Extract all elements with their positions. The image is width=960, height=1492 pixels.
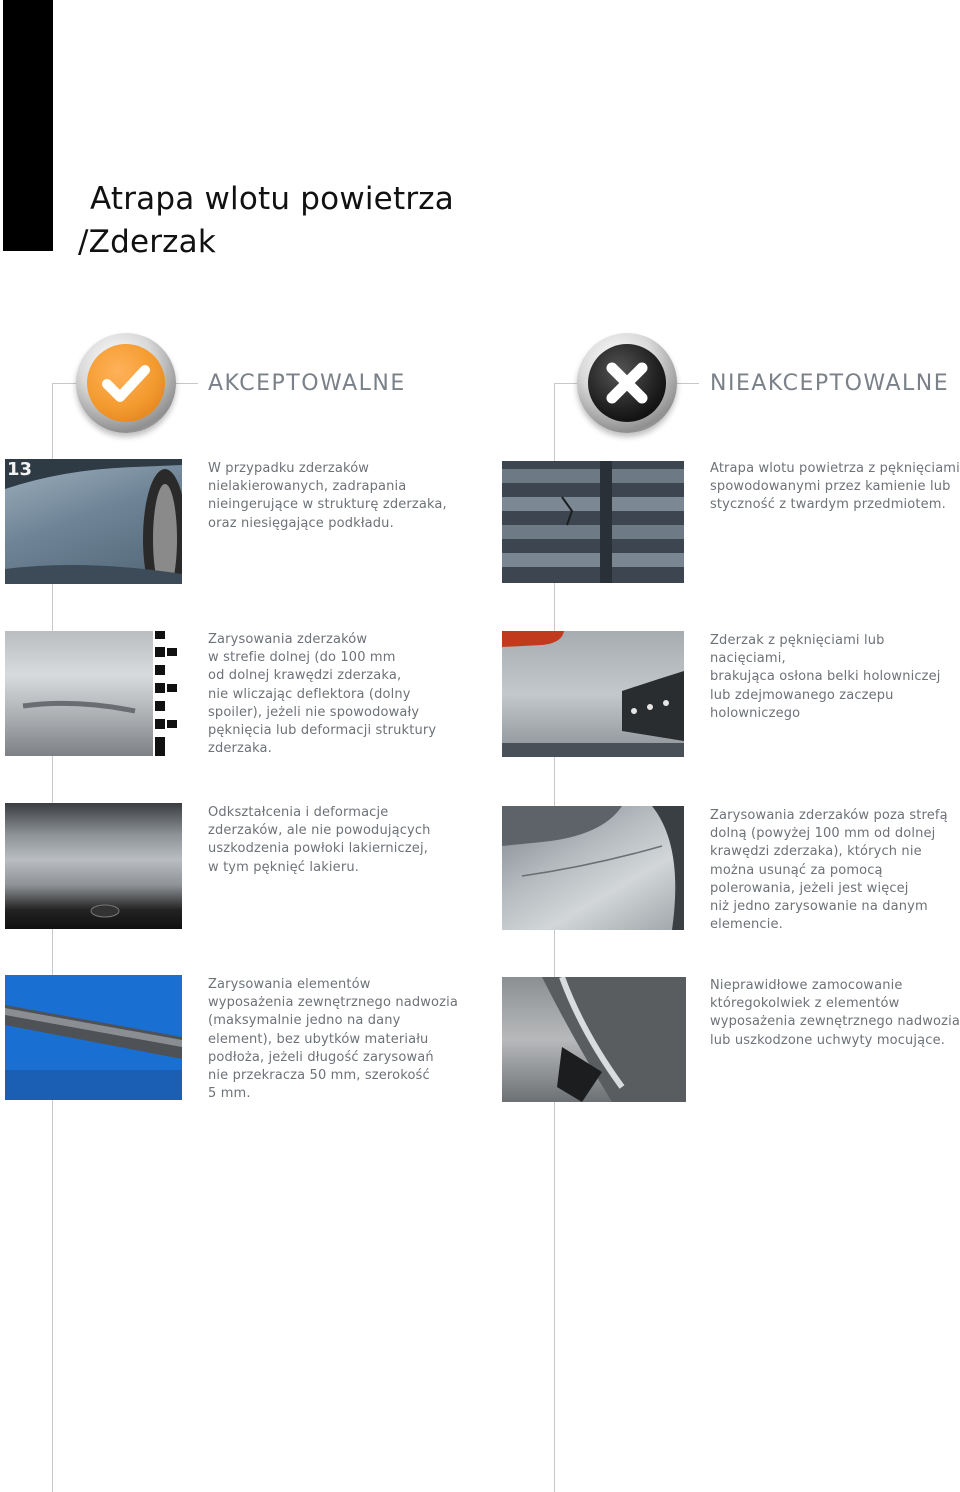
page-title — [78, 178, 454, 264]
acceptable-heading: AKCEPTOWALNE — [208, 371, 406, 396]
cross-icon — [588, 344, 666, 422]
title-line-2: /Zderzak — [78, 224, 216, 260]
unacceptable-item-3: Zarysowania zderzaków poza strefą dolną (powyżej 100 mm od dolnej krawędzi zderzaka), których nie można usunąć za pomocą polerowania, jeżeli jest więcej niż jedno zarysowanie na danym elemencie. — [710, 808, 948, 933]
acceptable-item-1: W przypadku zderzaków nielakierowanych, zadrapania nieingerujące w strukturę zderzaka, oraz niesięgające podkładu. — [208, 461, 447, 531]
photo-upper-bumper-scratches — [502, 806, 684, 930]
photo-cracked-grille — [502, 461, 684, 583]
black-side-bar — [3, 0, 53, 251]
photo-bumper-dent — [5, 803, 182, 929]
title-line-1: Atrapa wlotu powietrza — [90, 181, 454, 217]
acceptable-item-4: Zarysowania elementów wyposażenia zewnętrznego nadwozia (maksymalnie jedno na dany element), bez ubytków materiału podłoża, jeżeli długość zarysowań nie przekracza 50 mm, szerokość 5 mm. — [208, 977, 458, 1102]
svg-text:13: 13 — [7, 459, 33, 480]
unacceptable-badge — [577, 333, 677, 433]
left-heading-connector — [176, 383, 198, 384]
unacceptable-heading: NIEAKCEPTOWALNE — [710, 371, 950, 396]
photo-bumper-scuff — [5, 459, 182, 584]
unacceptable-item-4: Nieprawidłowe zamocowanie któregokolwiek z elementów wyposażenia zewnętrznego nadwozia lub uszkodzone uchwyty mocujące. — [710, 978, 960, 1048]
acceptable-badge — [76, 333, 176, 433]
unacceptable-item-2: Zderzak z pęknięciami lub nacięciami, brakująca osłona belki holowniczej lub zdejmowanego zaczepu holowniczego — [710, 633, 941, 721]
right-heading-connector — [677, 383, 699, 384]
photo-trim-scratch — [5, 975, 182, 1100]
acceptable-item-3: Odkształcenia i deformacje zderzaków, ale nie powodujących uszkodzenia powłoki lakierniczej, w tym pęknięć lakieru. — [208, 805, 431, 875]
photo-lower-bumper-scratch — [5, 631, 182, 756]
left-connector — [52, 383, 76, 384]
acceptable-item-2: Zarysowania zderzaków w strefie dolnej (do 100 mm od dolnej krawędzi zderzaka, nie wliczając deflektora (dolny spoiler), jeżeli nie spowodowały pęknięcia lub deformacji struktury zderzaka. — [208, 632, 437, 757]
photo-trim-mounting — [502, 977, 686, 1102]
unacceptable-item-1: Atrapa wlotu powietrza z pęknięciami spowodowanymi przez kamienie lub styczność z twardym przedmiotem. — [710, 461, 960, 513]
checkmark-icon — [87, 344, 165, 422]
right-connector — [554, 383, 578, 384]
photo-cracked-bumper — [502, 631, 684, 757]
